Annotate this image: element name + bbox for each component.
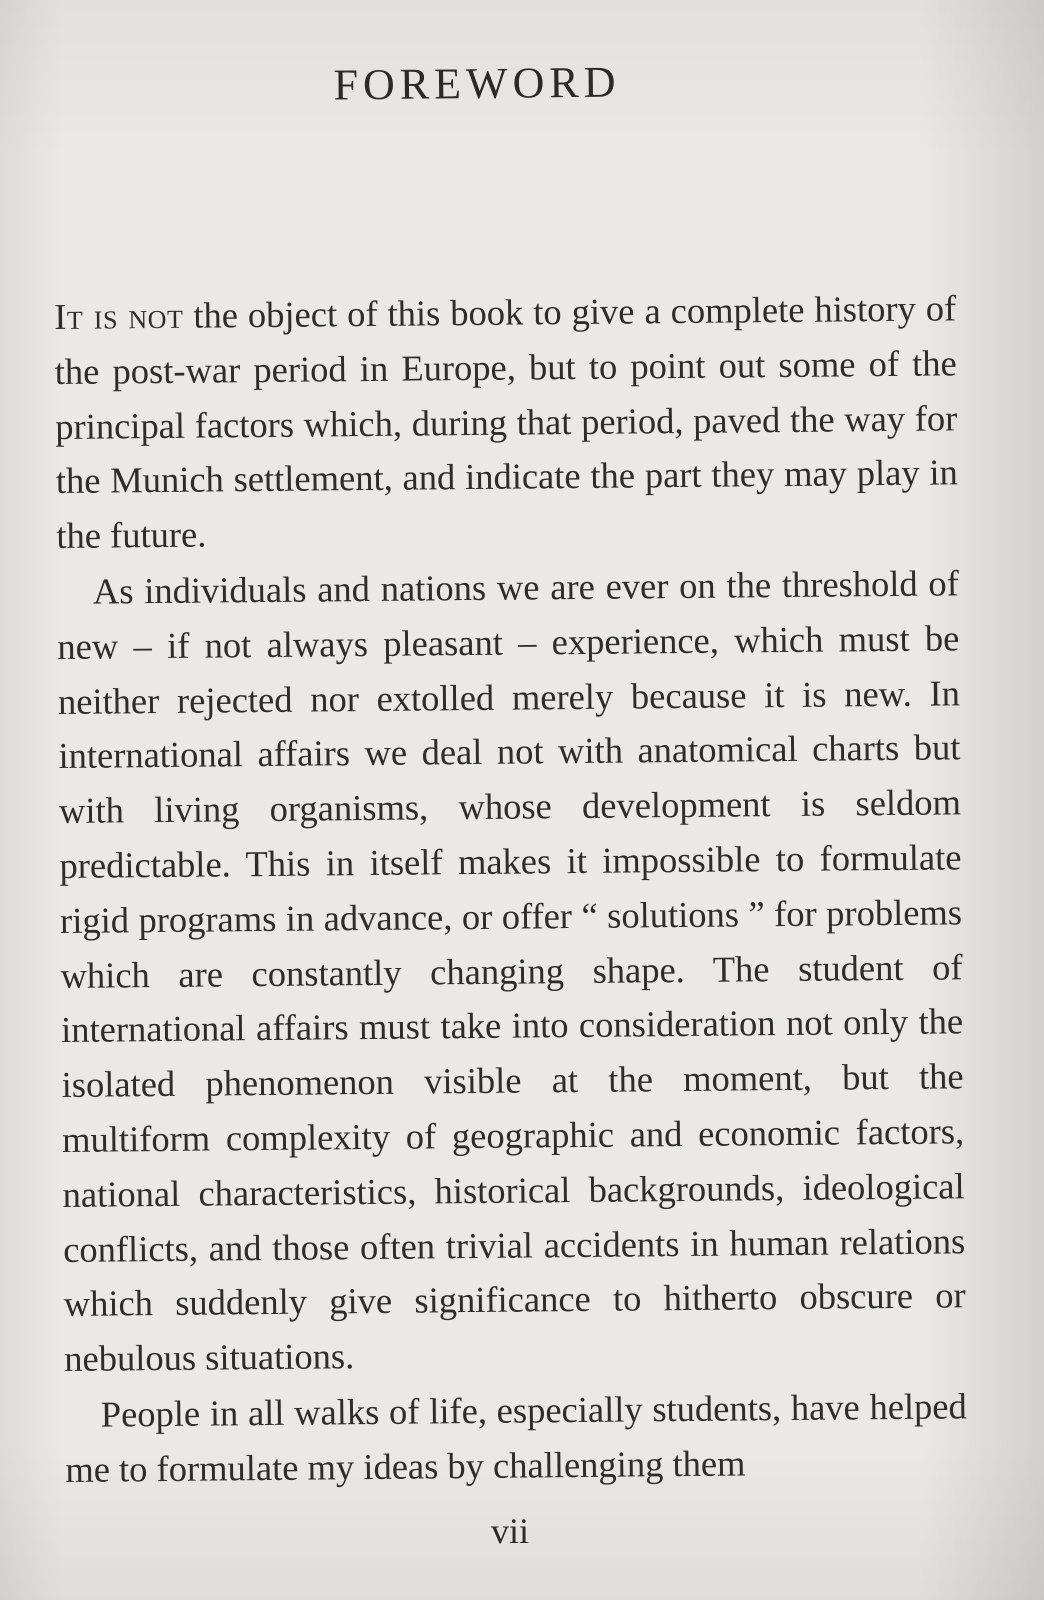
paragraph-1 [54, 281, 959, 564]
foreword-body [54, 281, 968, 1497]
paragraph-2: As individuals and nations we are ever on the threshold of new – if not always pleasant – experience, which must be neither rejected nor extolled merely because it is new. In international affairs we deal not with anatomical charts but with living organisms, whose development is seldom predictable. This in itself makes it impossible to formulate rigid programs in advance, or offer “ solutions ” for problems which are constantly changing shape. The student of international affairs must take into consideration not only the isolated phenomenon visible at the moment, but the multiform complexity of geographic and economic factors, national characteristics, historical backgrounds, ideological conflicts, and those often trivial accidents in human relations which suddenly give significance to hitherto obscure or nebulous situations. [57, 562, 966, 1380]
paragraph-1-text: the object of this book to give a complete history of the post-war period in Europe, but to point out some of the principal factors which, during that period, paved the way for the Munich settlement, and indicate the part they may play in the future. [54, 287, 958, 557]
paragraph-3: People in all walks of life, especially students, have helped me to formulate my ideas by challenging them [65, 1385, 967, 1490]
paragraph-1-lead: It is not [54, 294, 184, 337]
page-title: FOREWORD [333, 57, 621, 110]
page-number: vii [490, 1511, 529, 1551]
